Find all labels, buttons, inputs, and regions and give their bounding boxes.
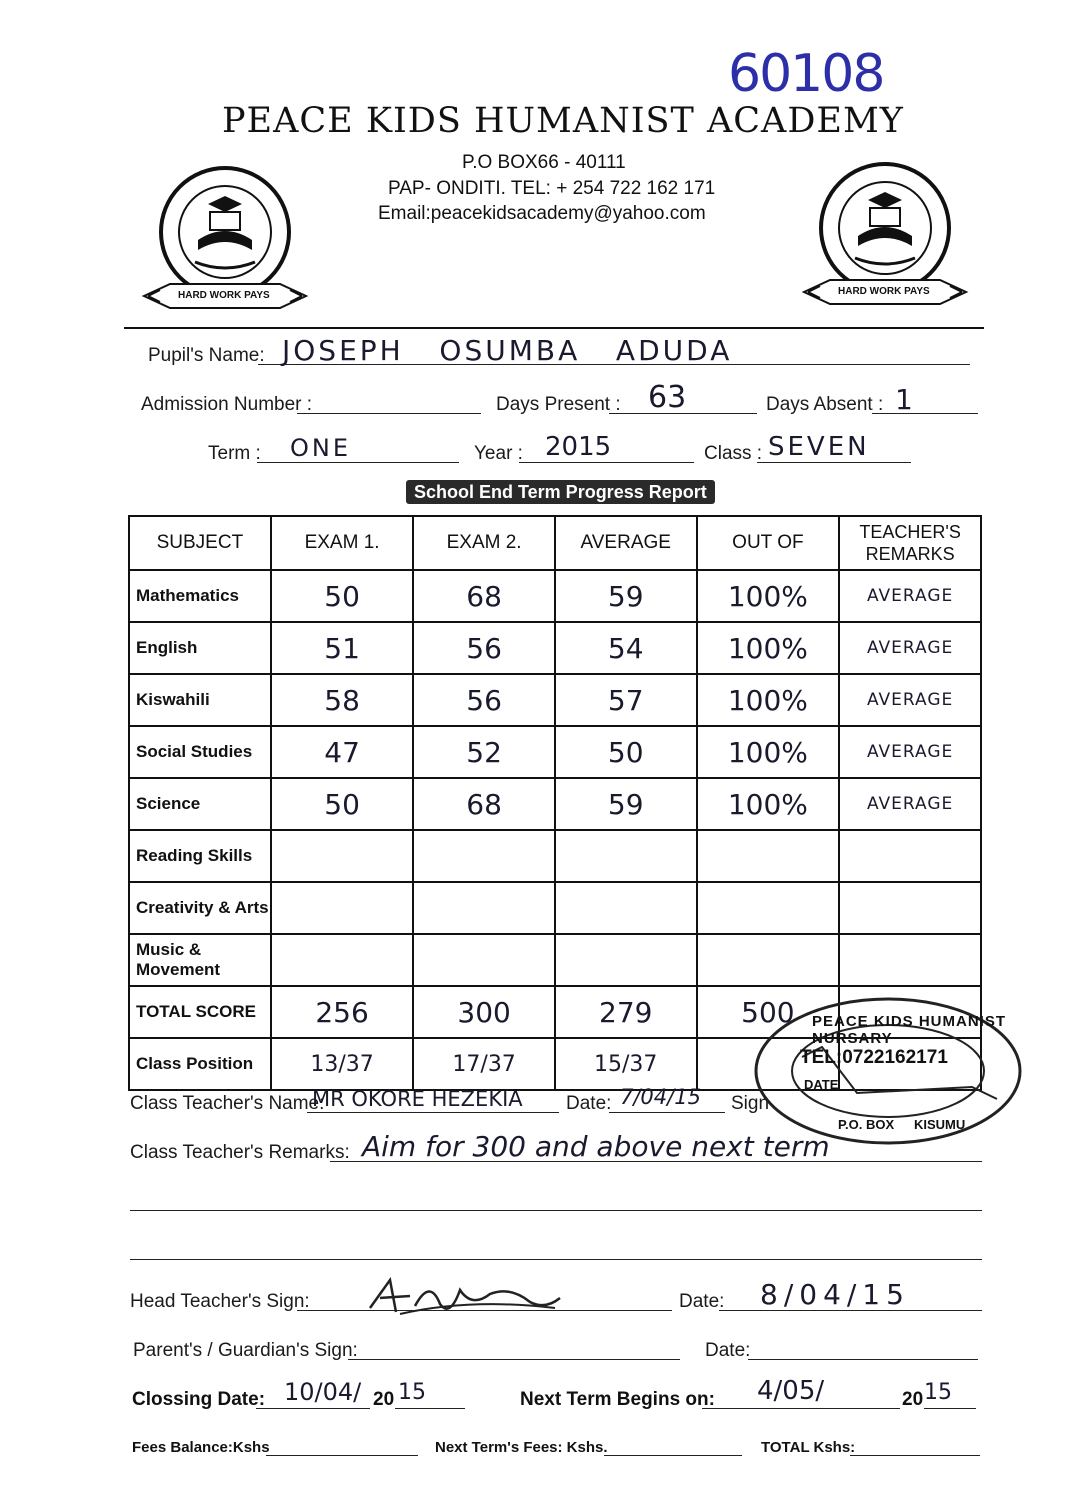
remarks-cell[interactable]: AVERAGE [839, 570, 981, 622]
out-of-cell[interactable]: 100% [697, 674, 840, 726]
pupil-name-value[interactable]: JOSEPH OSUMBA ADUDA [282, 334, 733, 367]
total-fees-label: TOTAL Kshs: [761, 1439, 856, 1456]
total-fees-line [850, 1455, 980, 1456]
next-fees-line [604, 1455, 742, 1456]
exam1-cell[interactable]: 50 [271, 778, 414, 830]
remarks-cell[interactable]: AVERAGE [839, 674, 981, 726]
next-term-label: Next Term Begins on: [520, 1389, 715, 1410]
days-absent-label: Days Absent : [766, 394, 884, 415]
closing-year-value[interactable]: 15 [398, 1380, 426, 1405]
closing-year-line [395, 1408, 465, 1409]
exam2-cell[interactable]: 68 [413, 778, 555, 830]
exam2-cell[interactable] [413, 882, 555, 934]
remarks-cell[interactable] [839, 882, 981, 934]
table-row [129, 830, 981, 882]
subject-cell: Class Position [129, 1038, 271, 1090]
term-value[interactable]: ONE [290, 434, 352, 462]
stamp-city: KISUMU [914, 1117, 966, 1132]
admission-label: Admission Number : [141, 394, 313, 415]
average-cell[interactable] [555, 882, 697, 934]
exam2-cell[interactable]: 300 [413, 986, 555, 1038]
out-of-cell[interactable]: 100% [697, 570, 840, 622]
header-divider [124, 327, 984, 329]
closing-date-value[interactable]: 10/04/ [284, 1378, 362, 1406]
remarks-cell[interactable] [839, 934, 981, 986]
header-subject: SUBJECT [129, 516, 271, 570]
average-cell[interactable]: 59 [555, 778, 697, 830]
teacher-remarks-label: Class Teacher's Remarks: [130, 1142, 350, 1163]
subject-cell: Music & Movement [129, 934, 271, 986]
header-average: AVERAGE [555, 516, 697, 570]
remarks-cell[interactable]: AVERAGE [839, 778, 981, 830]
exam1-cell[interactable]: 50 [271, 570, 414, 622]
out-of-cell[interactable]: 100% [697, 622, 840, 674]
subject-cell: Social Studies [129, 726, 271, 778]
teacher-name-value[interactable]: MR OKORE HEZEKIA [312, 1087, 523, 1111]
next-term-year-line [924, 1408, 976, 1409]
teacher-date-label: Date: [566, 1093, 612, 1114]
next-term-year-value[interactable]: 15 [924, 1380, 952, 1405]
report-title [406, 482, 715, 503]
exam1-cell[interactable] [271, 934, 414, 986]
admission-line [297, 413, 481, 414]
exam2-cell[interactable]: 17/37 [413, 1038, 555, 1090]
logo-motto: HARD WORK PAYS [838, 286, 930, 297]
term-label: Term : [208, 443, 261, 464]
subject-cell: Kiswahili [129, 674, 271, 726]
out-of-cell[interactable]: 100% [697, 778, 840, 830]
exam2-cell[interactable]: 52 [413, 726, 555, 778]
header-remarks: TEACHER'S REMARKS [839, 516, 981, 570]
subject-cell: TOTAL SCORE [129, 986, 271, 1038]
table-row [129, 726, 981, 778]
school-name: PEACE KIDS HUMANIST ACADEMY [222, 101, 904, 141]
subject-cell: Reading Skills [129, 830, 271, 882]
exam1-cell[interactable]: 51 [271, 622, 414, 674]
exam2-cell[interactable] [413, 830, 555, 882]
header-out-of: OUT OF [697, 516, 840, 570]
teacher-date-line [609, 1112, 725, 1113]
parent-date-label: Date: [705, 1340, 751, 1361]
exam2-cell[interactable] [413, 934, 555, 986]
average-cell[interactable]: 15/37 [555, 1038, 697, 1090]
pupil-name-label: Pupil's Name: [148, 345, 265, 366]
subject-cell: English [129, 622, 271, 674]
stamp-date-label: DATE [804, 1077, 839, 1092]
table-row [129, 934, 981, 986]
subject-cell: Creativity & Arts [129, 882, 271, 934]
exam2-cell[interactable]: 56 [413, 622, 555, 674]
average-cell[interactable]: 279 [555, 986, 697, 1038]
table-row [129, 622, 981, 674]
logo-motto: HARD WORK PAYS [178, 290, 270, 301]
head-teacher-signature [360, 1268, 570, 1333]
remarks-cell[interactable] [839, 830, 981, 882]
closing-date-label: Clossing Date: [132, 1389, 266, 1410]
fees-balance-line [266, 1455, 418, 1456]
table-header-row [129, 516, 981, 570]
fees-balance-label: Fees Balance:Kshs [132, 1439, 270, 1456]
out-of-cell[interactable] [697, 882, 840, 934]
out-of-cell[interactable]: 100% [697, 726, 840, 778]
stamp-tel: TEL:0722162171 [800, 1047, 948, 1068]
school-logo-left [140, 162, 310, 312]
term-line [257, 462, 459, 463]
exam1-cell[interactable] [271, 882, 414, 934]
header-exam2: EXAM 2. [413, 516, 555, 570]
next-term-line [702, 1408, 900, 1409]
year-line [519, 462, 694, 463]
closing-date-line [256, 1408, 370, 1409]
days-absent-line [872, 413, 978, 414]
remarks-cell[interactable]: AVERAGE [839, 622, 981, 674]
school-stamp [752, 995, 1024, 1147]
next-term-value[interactable]: 4/05/ [757, 1376, 825, 1406]
days-present-label: Days Present : [496, 394, 621, 415]
address-line-3: Email:peacekidsacademy@yahoo.com [378, 203, 706, 224]
class-line [757, 462, 911, 463]
remarks-extra-line-2 [130, 1259, 982, 1260]
report-title-text: School End Term Progress Report [406, 480, 715, 504]
header-exam1: EXAM 1. [271, 516, 414, 570]
head-date-label: Date: [679, 1291, 725, 1312]
subject-cell: Mathematics [129, 570, 271, 622]
class-value[interactable]: SEVEN [768, 432, 870, 462]
out-of-cell[interactable] [697, 934, 840, 986]
average-cell[interactable] [555, 934, 697, 986]
stamp-ring-text: PEACE KIDS HUMANIST NURSARY [812, 1013, 1007, 1047]
table-row [129, 882, 981, 934]
average-cell[interactable]: 59 [555, 570, 697, 622]
table-row [129, 778, 981, 830]
school-logo-right [800, 158, 970, 308]
out-of-cell[interactable]: 500 [697, 986, 840, 1038]
head-date-value[interactable]: 8/04/15 [760, 1278, 910, 1311]
exam1-cell[interactable]: 256 [271, 986, 414, 1038]
exam1-cell[interactable] [271, 830, 414, 882]
teacher-sign-label: Sign [731, 1093, 770, 1114]
head-sign-label: Head Teacher's Sign: [130, 1291, 310, 1312]
class-label: Class : [704, 443, 763, 464]
next-fees-label: Next Term's Fees: Kshs. [435, 1439, 608, 1456]
teacher-name-label: Class Teacher's Name: [130, 1093, 325, 1114]
average-cell[interactable]: 57 [555, 674, 697, 726]
days-present-value[interactable]: 63 [648, 380, 687, 415]
average-cell[interactable]: 50 [555, 726, 697, 778]
year-value[interactable]: 2015 [545, 432, 612, 462]
address-line-1: P.O BOX66 - 40111 [462, 152, 626, 173]
exam1-cell[interactable]: 13/37 [271, 1038, 414, 1090]
year-label: Year : [474, 443, 523, 464]
closing-year-prefix: 20 [373, 1389, 395, 1410]
exam2-cell[interactable]: 56 [413, 674, 555, 726]
exam2-cell[interactable]: 68 [413, 570, 555, 622]
address-line-2: PAP- ONDITI. TEL: + 254 722 162 171 [388, 178, 716, 199]
subject-cell: Science [129, 778, 271, 830]
exam1-cell[interactable]: 47 [271, 726, 414, 778]
next-term-year-prefix: 20 [902, 1389, 924, 1410]
teacher-name-line [307, 1112, 559, 1113]
average-cell[interactable] [555, 830, 697, 882]
parent-sign-label: Parent's / Guardian's Sign: [133, 1340, 358, 1361]
average-cell[interactable]: 54 [555, 622, 697, 674]
table-row [129, 674, 981, 726]
remarks-cell[interactable]: AVERAGE [839, 726, 981, 778]
stamp-box: P.O. BOX [838, 1117, 895, 1132]
exam1-cell[interactable]: 58 [271, 674, 414, 726]
table-row [129, 570, 981, 622]
parent-sign-line [348, 1359, 680, 1360]
days-absent-value[interactable]: 1 [895, 383, 913, 416]
parent-date-line [748, 1359, 978, 1360]
corner-number: 60108 [728, 44, 884, 104]
teacher-date-value[interactable]: 7/04/15 [620, 1085, 701, 1109]
teacher-remarks-value[interactable]: Aim for 300 and above next term [362, 1130, 830, 1163]
out-of-cell[interactable] [697, 830, 840, 882]
remarks-extra-line-1 [130, 1210, 982, 1211]
